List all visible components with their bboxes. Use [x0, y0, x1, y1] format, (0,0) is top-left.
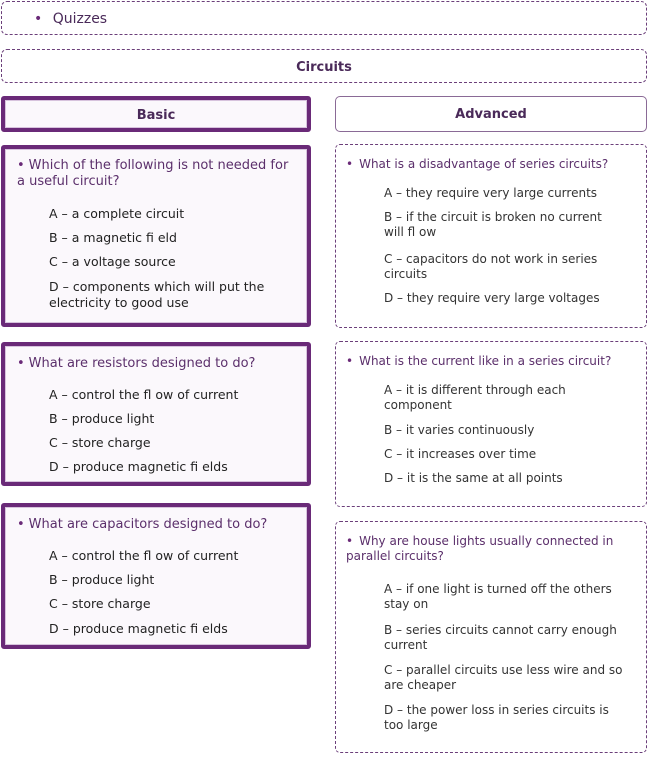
answer-option[interactable]: C – a voltage source — [49, 254, 176, 269]
question-text: What is a disadvantage of series circuits? — [359, 157, 609, 171]
answer-option[interactable]: D – the power loss in series circuits is too large — [384, 703, 609, 732]
bullet-icon: • — [346, 157, 354, 171]
answer-option[interactable]: A – control the fl ow of current — [49, 387, 239, 402]
answer-option[interactable]: B – produce light — [49, 572, 155, 587]
answer-option[interactable]: D – it is the same at all points — [384, 471, 563, 485]
basic-question-card — [1, 503, 311, 649]
question-text: Why are house lights usually connected in parallel circuits? — [346, 534, 614, 563]
answer-option[interactable]: C – capacitors do not work in series circuits — [384, 252, 598, 281]
circuits-header — [1, 49, 647, 83]
basic-question-card — [1, 342, 311, 486]
answer-option[interactable]: D – components which will put the electricity to good use — [49, 279, 265, 310]
question-text: Which of the following is not needed for a useful circuit? — [17, 158, 289, 189]
advanced-question-card — [335, 341, 647, 507]
answer-option[interactable]: C – store charge — [49, 596, 151, 611]
advanced-label: Advanced — [455, 107, 527, 122]
basic-label: Basic — [136, 108, 176, 123]
question-text: What is the current like in a series circuit? — [359, 354, 612, 368]
advanced-question-card — [335, 521, 647, 753]
answer-option[interactable]: D – they require very large voltages — [384, 291, 600, 305]
bullet-icon: • — [346, 354, 354, 368]
quizzes-label: Quizzes — [52, 11, 108, 27]
answer-option[interactable]: B – if the circuit is broken no current will fl ow — [384, 210, 602, 239]
bullet-icon: • — [17, 158, 25, 173]
circuits-label: Circuits — [296, 60, 352, 75]
answer-option[interactable]: B – it varies continuously — [384, 423, 535, 437]
basic-question-card — [1, 145, 311, 327]
answer-option[interactable]: B – produce light — [49, 411, 155, 426]
question-text: What are resistors designed to do? — [28, 356, 256, 371]
quizzes-header — [1, 1, 647, 35]
answer-option[interactable]: A – it is different through each component — [384, 383, 566, 412]
answer-option[interactable]: C – store charge — [49, 435, 151, 450]
question-text: What are capacitors designed to do? — [28, 517, 268, 532]
bullet-icon: • — [346, 534, 354, 548]
bullet-icon: • — [34, 11, 43, 27]
answer-option[interactable]: B – a magnetic fi eld — [49, 230, 177, 245]
answer-option[interactable]: A – a complete circuit — [49, 206, 185, 221]
advanced-header[interactable] — [335, 96, 647, 132]
answer-option[interactable]: D – produce magnetic fi elds — [49, 621, 228, 636]
answer-option[interactable]: D – produce magnetic fi elds — [49, 459, 228, 474]
advanced-question-card — [335, 144, 647, 328]
bullet-icon: • — [17, 517, 25, 532]
answer-option[interactable]: B – series circuits cannot carry enough current — [384, 623, 617, 652]
answer-option[interactable]: C – it increases over time — [384, 447, 537, 461]
bullet-icon: • — [17, 356, 25, 371]
answer-option[interactable]: A – they require very large currents — [384, 186, 598, 200]
answer-option[interactable]: A – control the fl ow of current — [49, 548, 239, 563]
basic-header[interactable] — [1, 96, 311, 132]
answer-option[interactable]: C – parallel circuits use less wire and so are cheaper — [384, 663, 623, 692]
answer-option[interactable]: A – if one light is turned off the others stay on — [384, 582, 612, 611]
